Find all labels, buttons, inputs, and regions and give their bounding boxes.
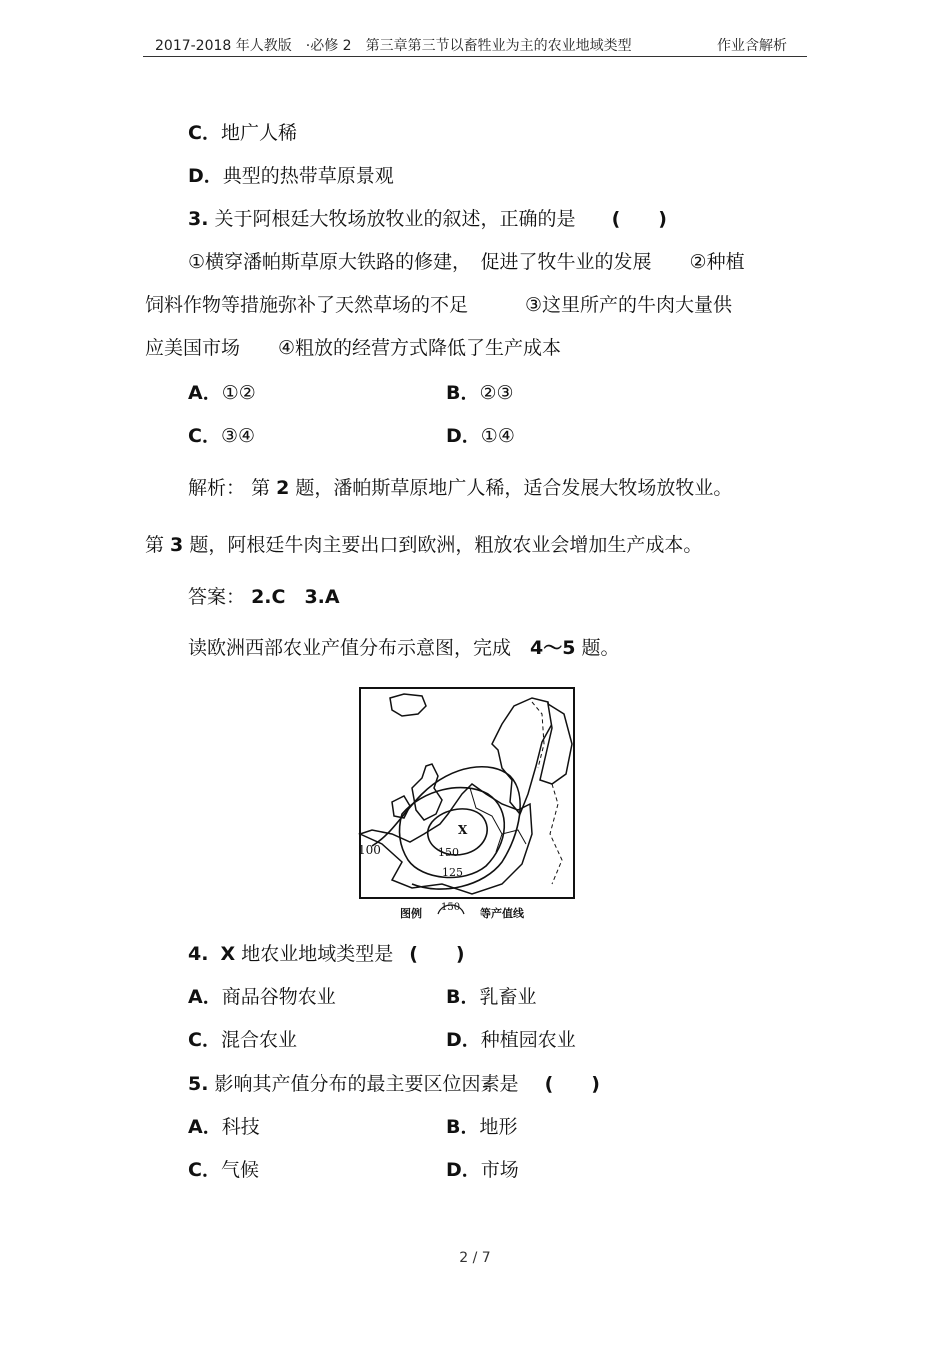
- intro-text: 读欧洲西部农业产值分布示意图，完成: [188, 637, 531, 659]
- answer-paren: ( ): [611, 208, 667, 230]
- option-label: A．: [188, 986, 222, 1008]
- q5-option-b: [446, 1115, 518, 1139]
- analysis-line2: [145, 533, 702, 557]
- answer-value: 2.C 3.A: [251, 586, 340, 608]
- map-intro: [188, 636, 620, 660]
- option-text: ①④: [480, 425, 515, 447]
- option-label: B．: [446, 1116, 480, 1138]
- analysis-line1: [188, 476, 732, 500]
- q3-statement-line3: 应美国市场 ④粗放的经营方式降低了生产成本: [145, 337, 562, 359]
- europe-agriculture-map: [352, 684, 584, 924]
- question-text: 地农业地域类型是: [235, 943, 394, 965]
- option-text: 地形: [479, 1116, 518, 1138]
- q3-option-a: [188, 381, 256, 405]
- q4-option-d: [446, 1028, 576, 1052]
- option-label: D．: [446, 425, 481, 447]
- contour-label-125: 125: [442, 866, 463, 879]
- option-text: 乳畜业: [479, 986, 537, 1008]
- question-text: 影响其产值分布的最主要区位因素是: [214, 1073, 519, 1095]
- contour-label-100: 100: [358, 843, 381, 857]
- option-label: D．: [446, 1159, 481, 1181]
- option-label: A．: [188, 382, 222, 404]
- analysis-text: 第: [145, 534, 171, 556]
- option-text: ①②: [221, 382, 256, 404]
- option-label: D．: [446, 1029, 481, 1051]
- answer-prefix: 答案：: [188, 586, 246, 608]
- answer-line: [188, 585, 340, 609]
- question-number: 4.: [188, 943, 209, 965]
- map-figure: [352, 684, 584, 924]
- option-label: B．: [446, 382, 480, 404]
- option-label: C．: [188, 425, 221, 447]
- legend-value: 150: [441, 902, 461, 913]
- analysis-text: 题，潘帕斯草原地广人稀，适合发展大牧场放牧业。: [289, 477, 733, 499]
- option-label: D．: [188, 165, 223, 187]
- option-text: 地广人稀: [220, 122, 297, 144]
- option-text: 市场: [480, 1159, 519, 1181]
- q4-option-b: [446, 985, 537, 1009]
- question-number: 5.: [188, 1073, 209, 1095]
- option-label: C．: [188, 1029, 221, 1051]
- analysis-text: 题，阿根廷牛肉主要出口到欧洲，粗放农业会增加生产成本。: [183, 534, 703, 556]
- page-number: 2 / 7: [459, 1250, 491, 1266]
- q3-option-d: [446, 424, 515, 448]
- option-text: 典型的热带草原景观: [222, 165, 394, 187]
- q3-statement-line1: ①横穿潘帕斯草原大铁路的修建， 促进了牧牛业的发展 ②种植: [188, 251, 745, 273]
- option-text: 混合农业: [220, 1029, 297, 1051]
- analysis-text: 第: [251, 477, 277, 499]
- question-x: X: [220, 943, 236, 965]
- q5-option-a: [188, 1115, 260, 1139]
- map-label-x: X: [458, 823, 468, 837]
- q5-option-d: [446, 1158, 519, 1182]
- q2-option-c: [188, 121, 297, 145]
- intro-text: 题。: [575, 637, 620, 659]
- intro-range: 4～5: [530, 637, 576, 659]
- analysis-question-num: 2: [276, 477, 290, 499]
- option-label: B．: [446, 986, 480, 1008]
- q3-statement-line2: 饲料作物等措施弥补了天然草场的不足 ③这里所产的牛肉大量供: [145, 294, 733, 316]
- q5-option-c: [188, 1158, 259, 1182]
- q3-stem: [188, 207, 667, 231]
- q4-option-a: [188, 985, 336, 1009]
- q3-option-b: [446, 381, 514, 405]
- option-text: 科技: [221, 1116, 260, 1138]
- header-subtitle: 作业含解析: [717, 38, 787, 54]
- option-text: 商品谷物农业: [221, 986, 336, 1008]
- option-text: 气候: [220, 1159, 259, 1181]
- option-text: ③④: [220, 425, 256, 447]
- analysis-question-num: 3: [170, 534, 184, 556]
- q5-stem: [188, 1072, 600, 1096]
- option-label: C．: [188, 1159, 221, 1181]
- answer-paren: ( ): [409, 943, 465, 965]
- option-text: 种植园农业: [480, 1029, 576, 1051]
- legend-text: 等产值线: [480, 907, 524, 920]
- analysis-prefix: 解析：: [188, 477, 246, 499]
- option-text: ②③: [479, 382, 514, 404]
- q4-stem: [188, 942, 465, 966]
- header-title: 2017-2018 年人教版 ·必修 2 第三章第三节以畜牲业为主的农业地域类型: [155, 38, 632, 54]
- q2-option-d: [188, 164, 394, 188]
- question-text: 关于阿根廷大牧场放牧业的叙述，正确的是: [214, 208, 576, 230]
- option-label: C．: [188, 122, 221, 144]
- q4-option-c: [188, 1028, 297, 1052]
- page-header: [143, 34, 807, 57]
- answer-paren: ( ): [544, 1073, 600, 1095]
- q3-option-c: [188, 424, 255, 448]
- legend-label: 图例: [400, 907, 422, 920]
- option-label: A．: [188, 1116, 222, 1138]
- contour-label-150: 150: [438, 846, 459, 859]
- question-number: 3.: [188, 208, 209, 230]
